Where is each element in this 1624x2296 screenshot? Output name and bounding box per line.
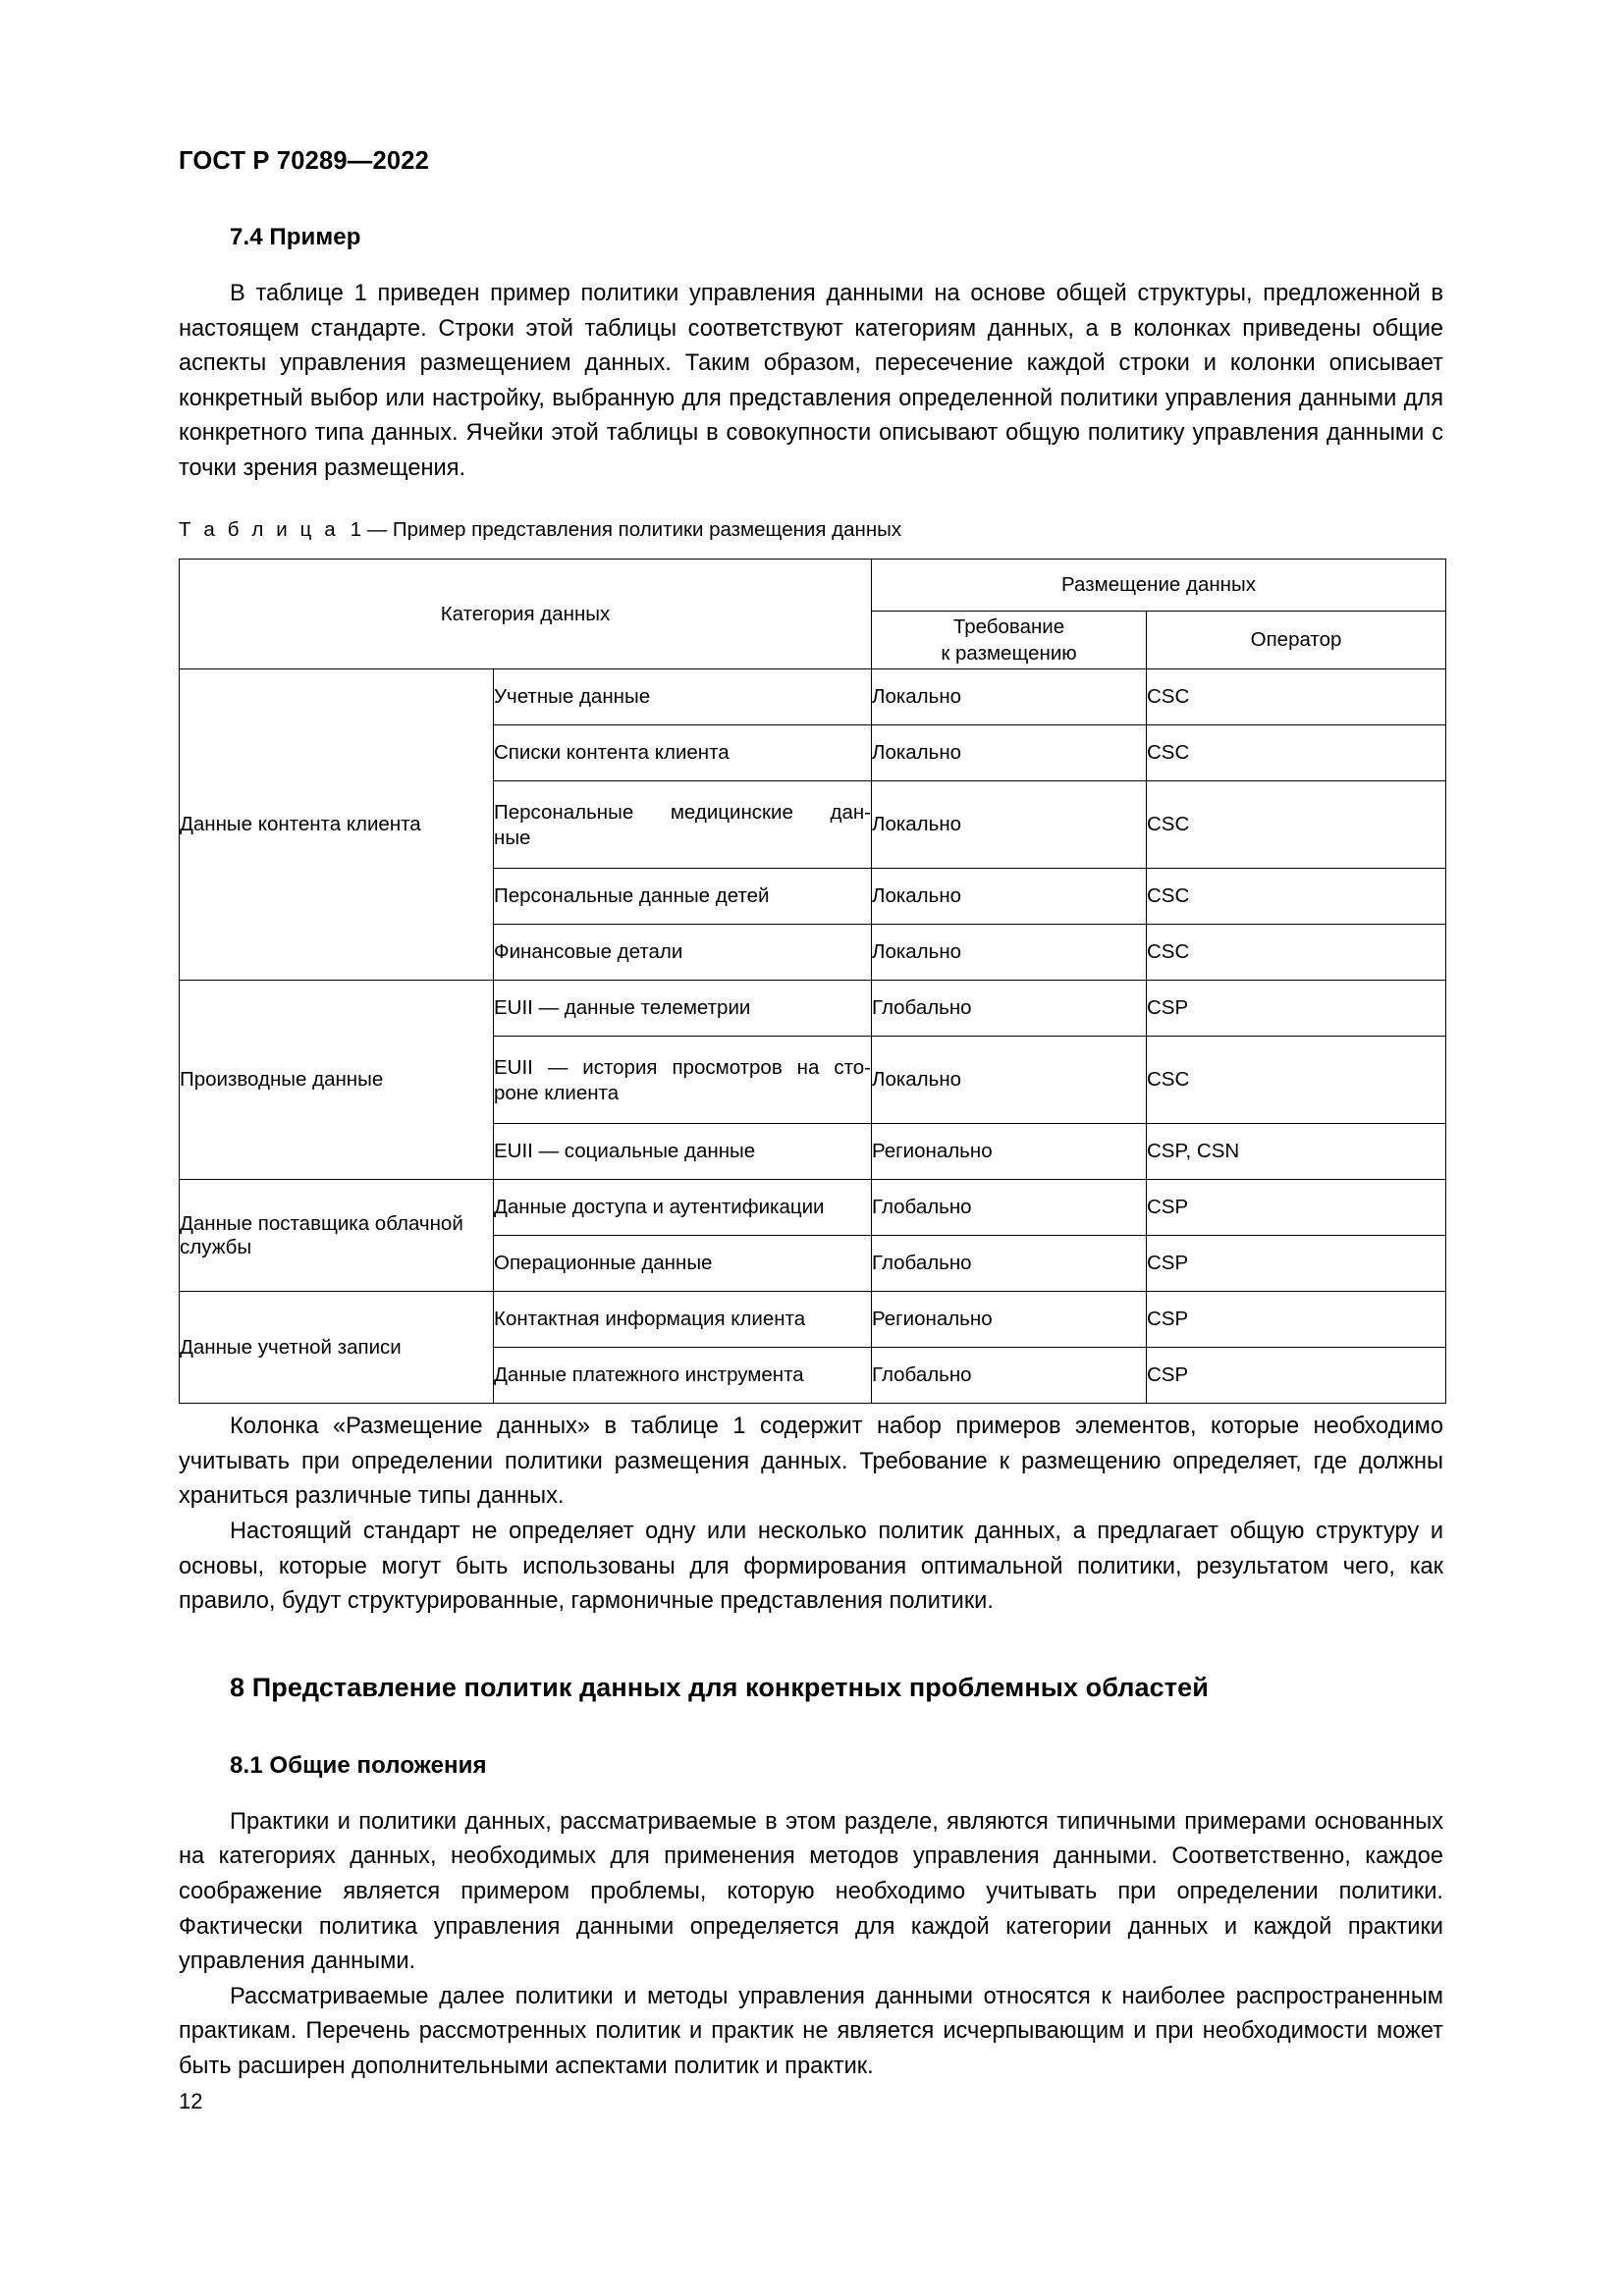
item-cell: Данные платежного инструмента — [494, 1348, 872, 1404]
item-cell — [494, 1037, 872, 1124]
table-row — [180, 669, 1446, 725]
operator-cell: CSP — [1147, 1292, 1446, 1348]
table-1 — [179, 559, 1446, 1404]
table-caption-number: 1 — [350, 517, 362, 541]
requirement-cell: Глобально — [872, 981, 1147, 1037]
table-1-head — [180, 560, 1446, 669]
heading-8: 8 Представление политик данных для конкретных проблемных областей — [230, 1672, 1209, 1702]
header-requirement-line-2: к размещению — [941, 642, 1077, 666]
category-cell — [180, 1180, 494, 1292]
heading-8-1: 8.1 Общие положения — [230, 1751, 487, 1779]
paragraph-8-1-first: Практики и политики данных, рассматриваемые в этом разделе, являются типичными примерами основанных на категориях данных, необходимых для применения методов управления данными. Соответственно, каждое соображение является примером проблемы, которую необходимо учитывать при определении политики. Фактически политика управления данными определяется для каждой категории данных и каждой практики управления данными. — [179, 1808, 1443, 1975]
page-number: 12 — [179, 2089, 203, 2113]
item-line-1: EUII — история просмотров на сто- — [494, 1056, 871, 1080]
header-operator: Оператор — [1147, 612, 1446, 669]
category-line-1: Данные поставщика облачной — [180, 1211, 463, 1235]
operator-cell: CSC — [1147, 869, 1446, 925]
operator-cell: CSC — [1147, 725, 1446, 781]
table-row — [180, 1292, 1446, 1348]
item-cell: Операционные данные — [494, 1236, 872, 1292]
requirement-cell: Локально — [872, 781, 1147, 869]
item-cell: Данные доступа и аутентификации — [494, 1180, 872, 1236]
requirement-cell: Глобально — [872, 1348, 1147, 1404]
item-cell: EUII — социальные данные — [494, 1124, 872, 1180]
paragraph-after-table-2: Настоящий стандарт не определяет одну или несколько политик данных, а предлагает общую структуру и основы, которые могут быть использованы для формирования оптимальной политики, результатом чего, как правило, будут структурированные, гармоничные представления политики. — [179, 1518, 1443, 1615]
operator-cell: CSP — [1147, 1180, 1446, 1236]
operator-cell: CSC — [1147, 925, 1446, 981]
table-row — [180, 981, 1446, 1037]
operator-cell: CSP, CSN — [1147, 1124, 1446, 1180]
table-header-row-1 — [180, 560, 1446, 612]
operator-cell: CSP — [1147, 1236, 1446, 1292]
table-caption-label: Т а б л и ц а — [179, 517, 340, 541]
item-line-1: Персональные медицинские дан- — [494, 801, 871, 825]
item-cell: EUII — данные телеметрии — [494, 981, 872, 1037]
header-requirement — [872, 612, 1147, 669]
requirement-cell: Глобально — [872, 1180, 1147, 1236]
requirement-cell: Локально — [872, 869, 1147, 925]
requirement-cell: Регионально — [872, 1292, 1147, 1348]
requirement-cell: Регионально — [872, 1124, 1147, 1180]
requirement-cell: Локально — [872, 925, 1147, 981]
category-cell: Данные контента клиента — [180, 669, 494, 981]
item-cell: Учетные данные — [494, 669, 872, 725]
operator-cell: CSC — [1147, 781, 1446, 869]
header-placement-group: Размещение данных — [872, 560, 1446, 612]
item-cell: Списки контента клиента — [494, 725, 872, 781]
paragraph-8-1-second: Рассматриваемые далее политики и методы управления данными относятся к наиболее распространенным практикам. Перечень рассмотренных политик и практик не является исчерпывающим и при необходимости может быть расширен дополнительными аспектами политик и практик. — [179, 1983, 1443, 2080]
category-cell: Производные данные — [180, 981, 494, 1180]
item-cell: Контактная информация клиента — [494, 1292, 872, 1348]
requirement-cell: Локально — [872, 725, 1147, 781]
category-cell: Данные учетной записи — [180, 1292, 494, 1404]
requirement-cell: Глобально — [872, 1236, 1147, 1292]
operator-cell: CSC — [1147, 1037, 1446, 1124]
operator-cell: CSP — [1147, 1348, 1446, 1404]
category-line-2: службы — [180, 1235, 252, 1258]
table-row — [180, 1180, 1446, 1236]
header-requirement-line-1: Требование — [952, 614, 1065, 638]
paragraph-after-table-1: Колонка «Размещение данных» в таблице 1 содержит набор примеров элементов, которые необходимо учитывать при определении политики размещения данных. Требование к размещению определяет, где должны храниться различные типы данных. — [179, 1414, 1443, 1510]
table-1-body — [180, 669, 1446, 1404]
item-line-2: роне клиента — [494, 1082, 620, 1105]
item-cell: Финансовые детали — [494, 925, 872, 981]
operator-cell: CSC — [1147, 669, 1446, 725]
item-cell — [494, 781, 872, 869]
item-line-2: ные — [494, 827, 531, 850]
table-1-caption — [179, 517, 1443, 544]
requirement-cell: Локально — [872, 1037, 1147, 1124]
heading-7-4: 7.4 Пример — [230, 224, 361, 250]
item-cell: Персональные данные детей — [494, 869, 872, 925]
requirement-cell: Локально — [872, 669, 1147, 725]
paragraph-7-4-intro: В таблице 1 приведен пример политики управления данными на основе общей структуры, предложенной в настоящем стандарте. Строки этой таблицы соответствуют категориям данных, а в колонках приведены общие аспекты управления размещением данных. Таким образом, пересечение каждой строки и колонки описывает конкретный выбор или настройку, выбранную для представления определенной политики управления данными для конкретного типа данных. Ячейки этой таблицы в совокупности описывают общую политику управления данными с точки зрения размещения. — [179, 281, 1443, 481]
operator-cell: CSP — [1147, 981, 1446, 1037]
document-body — [179, 224, 1443, 2085]
document-header: ГОСТ Р 70289—2022 — [179, 147, 430, 175]
header-category: Категория данных — [180, 560, 872, 669]
table-caption-text: — Пример представления политики размещения данных — [366, 517, 902, 541]
